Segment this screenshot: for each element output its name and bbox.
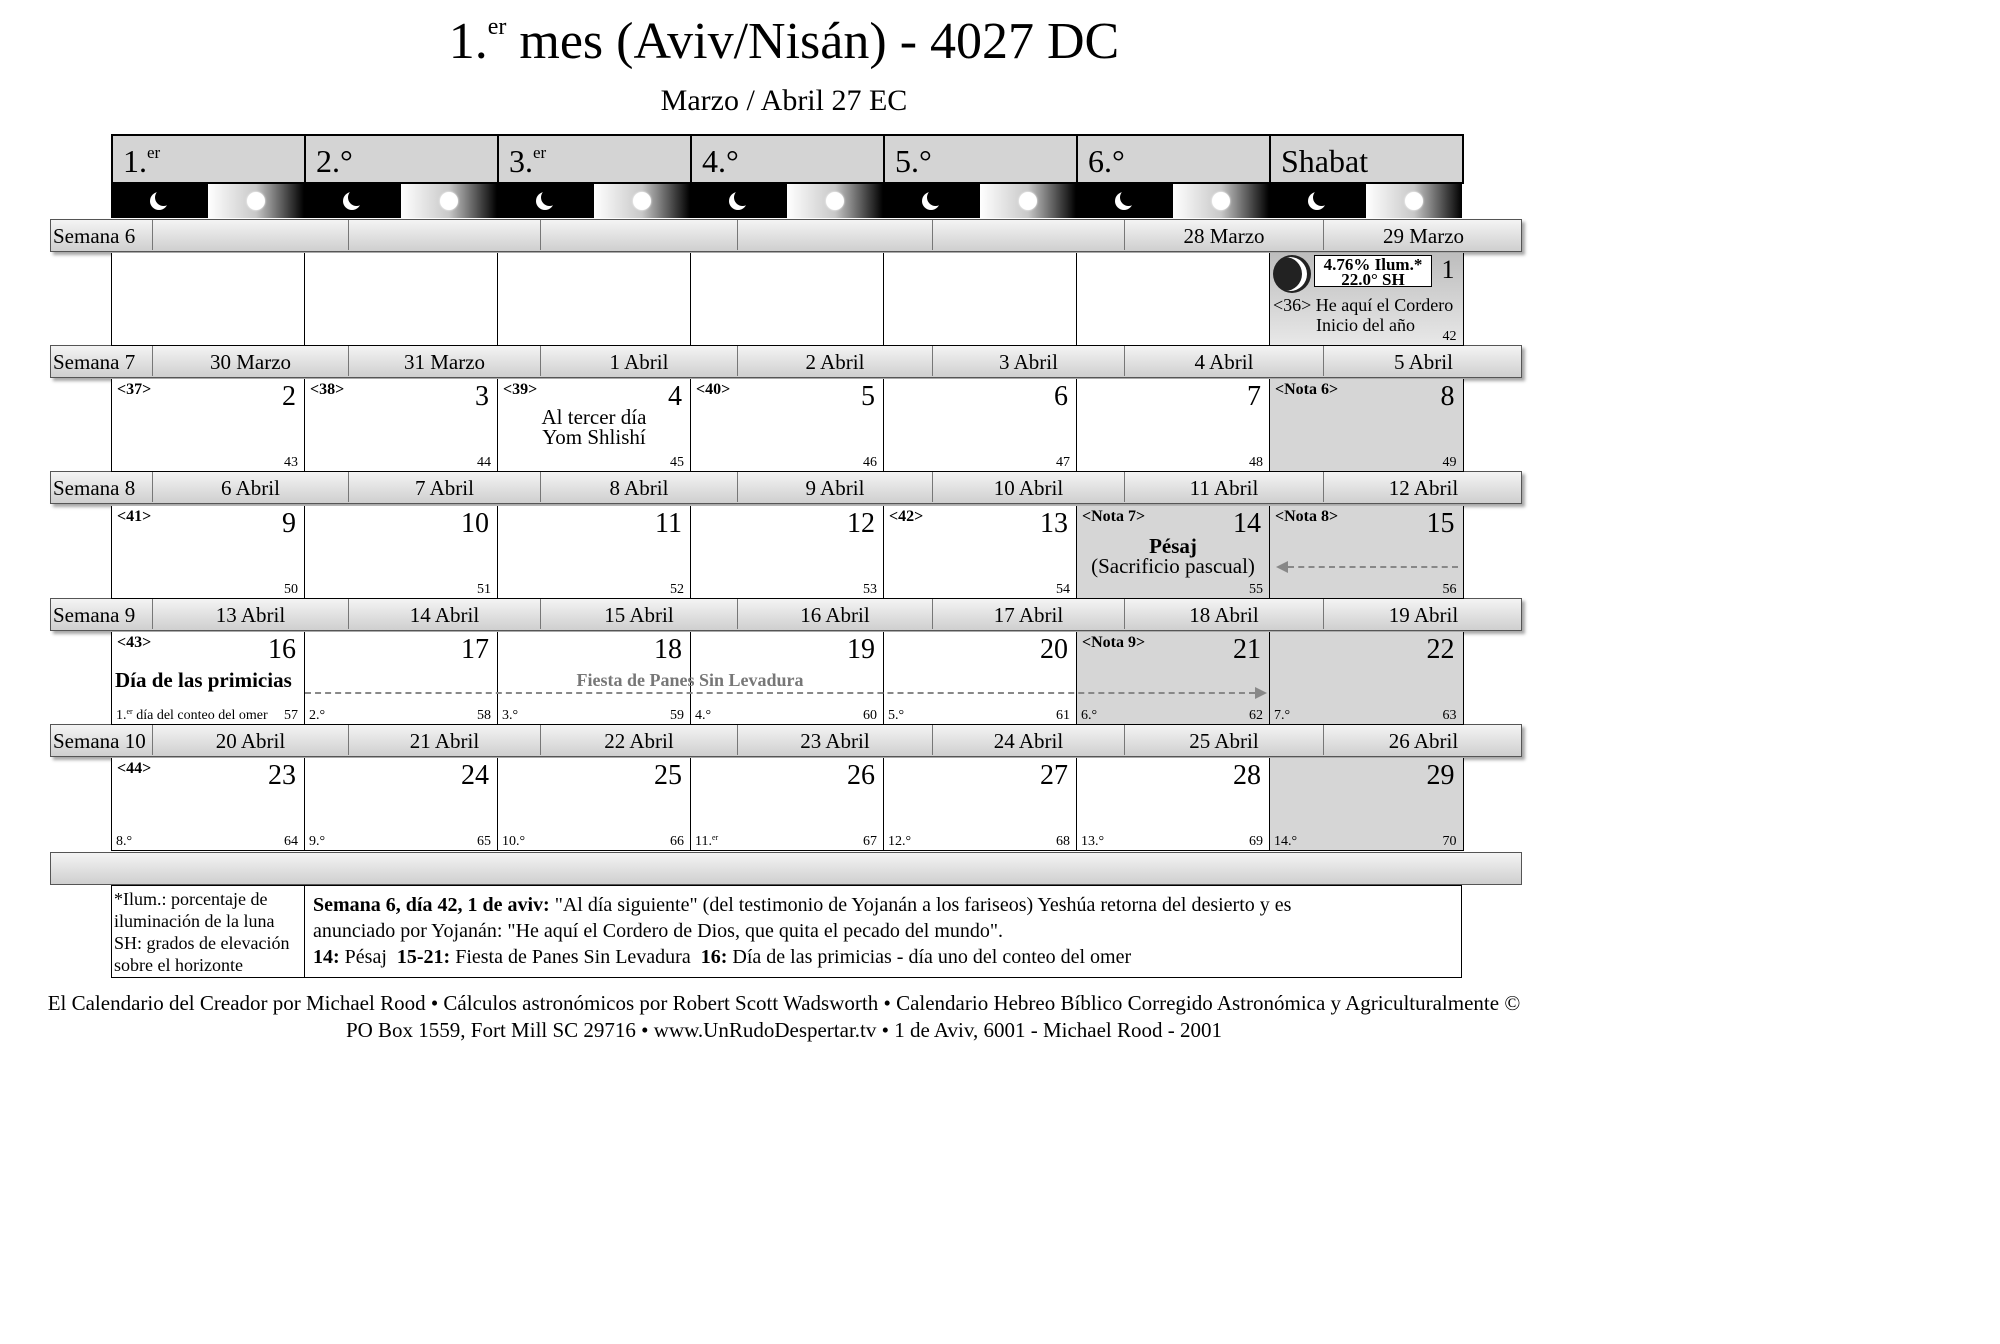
omer-number: 1. [116,708,127,723]
bottom-bar [50,852,1522,885]
omer-count [1274,834,1297,850]
page-title: 1.$^{er}$ mes (Aviv/Nisán) - 4027 DC [448,13,1120,70]
week-bar [50,598,1522,631]
gregorian-date: 21 Abril [349,725,541,755]
week-label: Semana 6 [51,220,153,250]
day-count: 51 [477,582,491,597]
day-number: 19 [847,634,875,665]
legend-box [111,885,305,978]
day-count: 65 [477,834,491,849]
day-count: 54 [1056,582,1070,597]
day-cell [1076,506,1269,599]
note-ref: <41> [117,508,152,525]
day-number: 5 [861,381,875,412]
omer-count [309,834,325,850]
fiesta-span-line [305,692,1255,694]
event-text: <36> He aquí el Cordero [1273,295,1454,315]
crescent-moon-icon [1308,192,1326,210]
full-moon-strip [787,184,884,218]
day-cell [304,379,497,472]
day-count: 66 [670,834,684,849]
day-cell [497,506,690,599]
gregorian-date: 6 Abril [153,472,349,502]
day-header-label: 2.° [316,143,353,179]
full-moon-icon [1019,192,1037,210]
gregorian-date [738,220,933,250]
day-cell [1269,253,1464,346]
new-moon-strip [690,184,787,218]
day-count: 61 [1056,708,1070,723]
omer-count [888,708,904,724]
day-number: 29 [1426,760,1455,791]
legend-line: SH: grados de elevación [114,933,290,953]
day-cell [690,253,883,346]
day-number: 26 [847,760,875,791]
description-box [304,885,1462,978]
week-label: Semana 9 [51,599,153,629]
day-number: 6 [1054,381,1068,412]
day-cell [883,253,1076,346]
legend-line: *Ilum.: porcentaje de [114,889,268,909]
day-header-suffix: er [147,143,161,162]
day-count: 46 [863,455,877,470]
credits-line-2: PO Box 1559, Fort Mill SC 29716 • www.UnRudoDespertar.tv • 1 de Aviv, 6001 - Michael Rood - 2001 [345,1018,1223,1042]
day-cell [111,379,304,472]
event-text: (Sacrificio pascual) [1091,554,1255,578]
full-moon-icon [247,192,265,210]
fiesta-label: Fiesta de Panes Sin Levadura [576,670,804,690]
note-ref: <37> [117,381,152,398]
omer-count [502,834,525,850]
day-count: 42 [1442,329,1457,344]
day-cell [111,632,304,725]
omer-label: día del conteo del omer [132,708,268,723]
day-count: 69 [1249,834,1263,849]
full-moon-icon [826,192,844,210]
omer-number: 6.° [1081,708,1098,723]
description-line: anunciado por Yojanán: "He aquí el Cordero de Dios, que quita el pecado del mundo". [313,920,1004,942]
gregorian-date: 18 Abril [1125,599,1324,629]
day-count: 49 [1442,455,1457,470]
note-ref: <44> [117,760,152,777]
day-count: 60 [863,708,877,723]
gregorian-date: 7 Abril [349,472,541,502]
omer-number: 2.° [309,708,326,723]
omer-count [888,834,911,850]
gregorian-date: 30 Marzo [153,346,349,376]
day-cell [690,506,883,599]
omer-suffix: er [711,833,719,842]
gregorian-date: 19 Abril [1388,603,1459,627]
day-count: 70 [1442,834,1457,849]
day-number: 12 [847,508,875,539]
day-cell [1076,253,1269,346]
week-bar [50,471,1522,504]
day-number: 2 [282,381,296,412]
day-header [690,134,883,184]
day-header-label: 3. [509,143,533,179]
gregorian-date [153,220,349,250]
day-cell [497,379,690,472]
note-ref: <40> [696,381,731,398]
day-count: 67 [863,834,877,849]
omer-number: 9.° [309,834,326,849]
note-ref: <42> [889,508,924,525]
credits-line-1: El Calendario del Creador por Michael Rood • Cálculos astronómicos por Robert Scott Wadsworth • Calendario Hebreo Bíblico Corregido Astronómica y Agriculturalmente © [47,991,1521,1015]
gregorian-date: 12 Abril [1388,476,1459,500]
omer-number: 14.° [1274,834,1298,849]
gregorian-date: 16 Abril [738,599,933,629]
day-header [883,134,1076,184]
full-moon-strip [401,184,498,218]
omer-count [695,834,718,850]
day-cell [1076,632,1269,725]
gregorian-date: 26 Abril [1388,729,1459,753]
arrow-left-icon [1276,561,1288,573]
day-header-suffix: er [533,143,547,162]
day-number: 8 [1440,381,1455,412]
day-number: 1 [1441,255,1455,284]
new-moon-strip [497,184,594,218]
new-moon-strip [883,184,980,218]
note-ref: <39> [503,381,538,398]
description-line: Semana 6, día 42, 1 de aviv: "Al día siguiente" (del testimonio de Yojanán a los fariseos) Yeshúa retorna del desierto y es [313,894,1292,916]
crescent-moon-icon [922,192,940,210]
day-cell [690,379,883,472]
full-moon-icon [1405,192,1423,210]
full-moon-strip [208,184,305,218]
day-cell [1269,379,1464,472]
day-number: 22 [1426,634,1455,665]
gregorian-date: 4 Abril [1125,346,1324,376]
primicias-label: Día de las primicias [115,668,292,692]
day-number: 28 [1233,760,1261,791]
week-label: Semana 10 [51,725,153,755]
day-number: 11 [655,508,682,539]
illumination-value: 4.76% Ilum.* [1323,255,1423,274]
page-subtitle: Marzo / Abril 27 EC [660,84,908,117]
gregorian-date: 3 Abril [933,346,1125,376]
crescent-moon-icon [150,192,168,210]
day-number: 21 [1233,634,1261,665]
event-text: Al tercer día [541,405,647,429]
day-number: 13 [1040,508,1068,539]
day-cell [883,758,1076,851]
gregorian-date [349,220,541,250]
gregorian-date: 29 Marzo [1382,224,1465,248]
omer-count [695,708,711,724]
day-count: 55 [1249,582,1263,597]
crescent-moon-icon [729,192,747,210]
note-ref: <Nota 7> [1082,508,1146,525]
crescent-moon-icon [343,192,361,210]
full-moon-icon [633,192,651,210]
day-number: 10 [461,508,489,539]
omer-number: 4.° [695,708,712,723]
omer-count [116,708,268,724]
day-number: 20 [1040,634,1068,665]
gregorian-date: 10 Abril [933,472,1125,502]
week-label: Semana 7 [51,346,153,376]
note-ref: <38> [310,381,345,398]
day-count: 47 [1056,455,1070,470]
note-ref: <43> [117,634,152,651]
gregorian-date: 24 Abril [933,725,1125,755]
omer-number: 3.° [502,708,519,723]
day-number: 3 [475,381,489,412]
day-cell [883,379,1076,472]
day-number: 16 [268,634,296,665]
day-number: 25 [654,760,682,791]
full-moon-icon [1212,192,1230,210]
omer-number: 11. [695,834,712,849]
event-text: Inicio del año [1316,315,1415,335]
pesaj-label: Pésaj [1149,534,1197,558]
description-line: 14: Pésaj 15-21: Fiesta de Panes Sin Levadura 16: Día de las primicias - día uno del conteo del omer [313,946,1132,968]
note-ref: <Nota 8> [1275,508,1339,525]
day-count: 57 [284,708,298,723]
gregorian-date: 11 Abril [1125,472,1324,502]
new-moon-strip [1076,184,1173,218]
gregorian-date: 25 Abril [1125,725,1324,755]
day-count: 50 [284,582,298,597]
day-header-label: 1. [123,143,147,179]
day-cell [304,632,497,725]
day-number: 9 [282,508,296,539]
gregorian-date [541,220,738,250]
note-ref: <Nota 9> [1082,634,1146,651]
new-moon-strip [1269,184,1366,218]
gregorian-date: 23 Abril [738,725,933,755]
omer-count [1081,708,1097,724]
day-header [1269,134,1464,184]
full-moon-strip [594,184,691,218]
day-number: 27 [1040,760,1068,791]
week-bar [50,724,1522,757]
day-header-label: Shabat [1281,143,1369,179]
day-count: 58 [477,708,491,723]
new-moon-icon [1273,255,1311,293]
gregorian-date: 2 Abril [738,346,933,376]
day-number: 17 [461,634,489,665]
omer-count [1081,834,1104,850]
gregorian-date: 14 Abril [349,599,541,629]
omer-number: 13.° [1081,834,1105,849]
full-moon-strip [980,184,1077,218]
week-bar [50,219,1522,252]
gregorian-date: 15 Abril [541,599,738,629]
day-header [304,134,497,184]
day-cell [111,253,304,346]
day-header-label: 5.° [895,143,932,179]
omer-number: 12.° [888,834,912,849]
day-number: 15 [1426,508,1455,539]
day-cell [111,758,304,851]
day-cell [1269,506,1464,599]
day-header [111,134,304,184]
day-cell [497,253,690,346]
new-moon-strip [304,184,401,218]
full-moon-strip [1366,184,1463,218]
day-header [497,134,690,184]
day-count: 52 [670,582,684,597]
omer-count [309,708,325,724]
gregorian-date: 31 Marzo [349,346,541,376]
gregorian-date [933,220,1125,250]
day-count: 48 [1249,455,1263,470]
note-ref: <Nota 6> [1275,381,1339,398]
omer-number: 10.° [502,834,526,849]
full-moon-strip [1173,184,1270,218]
day-count: 53 [863,582,877,597]
gregorian-date: 8 Abril [541,472,738,502]
day-cell [497,758,690,851]
crescent-moon-icon [1115,192,1133,210]
day-count: 56 [1442,582,1457,597]
day-cell [1269,758,1464,851]
gregorian-date: 9 Abril [738,472,933,502]
day-cell [304,758,497,851]
gregorian-date: 1 Abril [541,346,738,376]
day-cell [883,506,1076,599]
legend-line: sobre el horizonte [114,955,243,975]
day-count: 63 [1442,708,1457,723]
day-number: 18 [654,634,682,665]
omer-suffix: er [126,707,133,716]
continuation-line [1288,566,1458,568]
event-text: Yom Shlishí [542,425,646,449]
legend-line: iluminación de la luna [114,911,275,931]
day-count: 68 [1056,834,1070,849]
elevation-value: 22.0° SH [1341,270,1405,289]
day-cell [690,758,883,851]
full-moon-icon [440,192,458,210]
day-header-label: 6.° [1088,143,1125,179]
day-cell [111,506,304,599]
day-count: 62 [1249,708,1263,723]
crescent-moon-icon [536,192,554,210]
omer-count [1274,708,1290,724]
day-count: 45 [670,455,684,470]
day-number: 4 [668,381,682,412]
gregorian-date: 5 Abril [1394,350,1453,374]
gregorian-date: 13 Abril [153,599,349,629]
day-number: 23 [268,760,296,791]
day-header-label: 4.° [702,143,739,179]
gregorian-date: 17 Abril [933,599,1125,629]
omer-number: 8.° [116,834,133,849]
week-label: Semana 8 [51,472,153,502]
day-cell [304,253,497,346]
arrow-right-icon [1255,687,1267,699]
day-count: 43 [284,455,298,470]
illumination-badge [1314,255,1432,287]
omer-count [116,834,132,850]
gregorian-date: 28 Marzo [1125,220,1324,250]
omer-number: 5.° [888,708,905,723]
day-count: 59 [670,708,684,723]
day-number: 24 [461,760,489,791]
day-number: 7 [1247,381,1261,412]
day-cell [1076,758,1269,851]
week-bar [50,345,1522,378]
day-cell [883,632,1076,725]
day-cell [304,506,497,599]
omer-number: 7.° [1274,708,1291,723]
day-header [1076,134,1269,184]
omer-count [502,708,518,724]
day-count: 44 [477,455,491,470]
day-count: 64 [284,834,298,849]
day-cell [1076,379,1269,472]
gregorian-date: 20 Abril [153,725,349,755]
new-moon-strip [111,184,208,218]
day-cell [1269,632,1464,725]
day-number: 14 [1233,508,1261,539]
gregorian-date: 22 Abril [541,725,738,755]
